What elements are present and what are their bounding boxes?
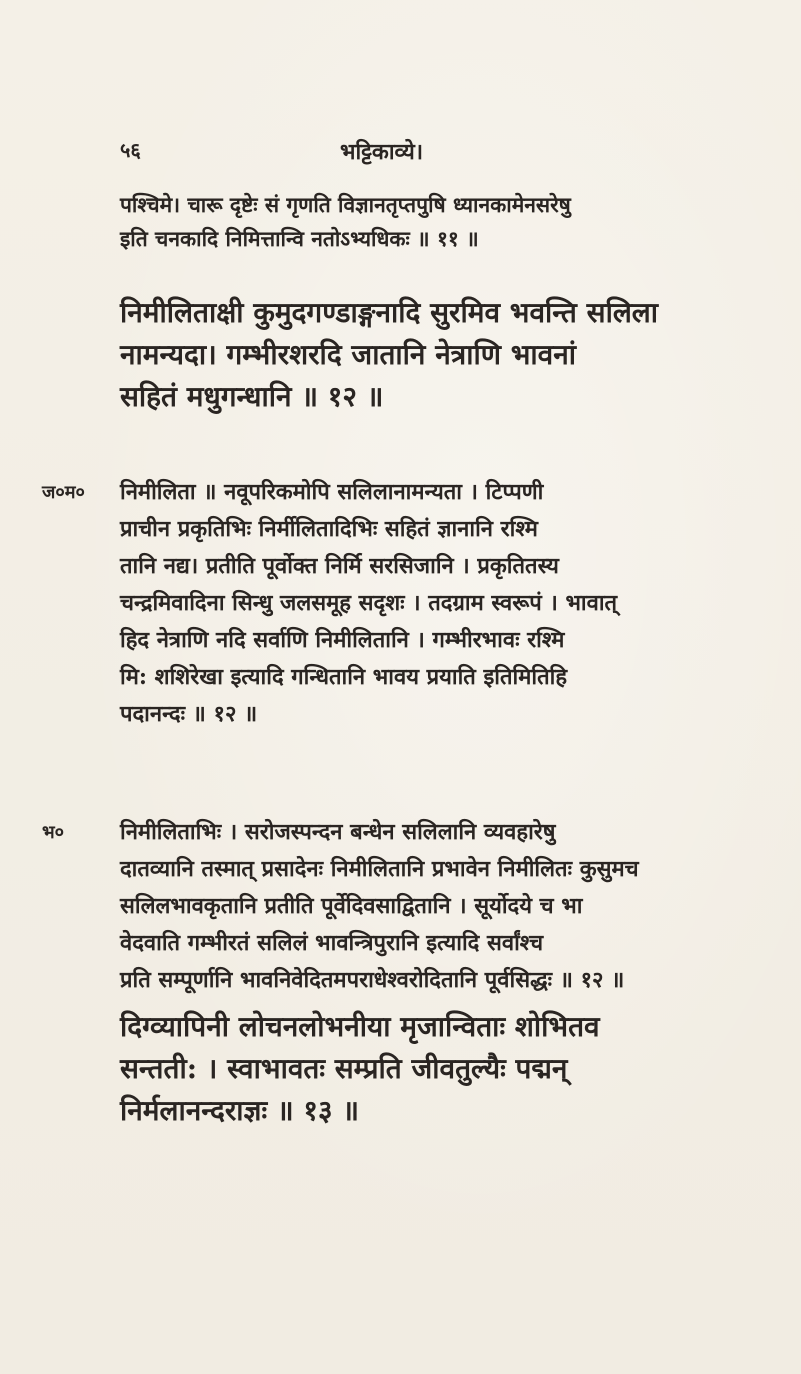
commentary-12-bharata: निमीलिताभिः । सरोजस्पन्दन बन्धेन सलिलानि व्यवहारेषु दातव्यानि तस्मात् प्रसादेनः निमीलितानि प्रभावेन निमीलितः कुसुमच सलिलभावकृतानि प्रतीति पूर्वेदिवसाद्वितानि । सूर्योदये च भा वेदवाति गम्भीरतं सलिलं भावन्त्रिपुरानि इत्यादि सर्वांश्च प्रति सम्पूर्णानि भावनिवेदितमपराधेश्वरोदितानि पूर्वसिद्धः ॥ १२ ॥ [120, 819, 639, 993]
page-number: ५६ [120, 138, 141, 162]
commentary-label-bharata: भ० [42, 822, 65, 843]
running-header [120, 136, 720, 166]
verse-11: पश्चिमे। चारू दृष्टेः सं गृणति विज्ञानतृप्तपुषि ध्यानकामेनसरेषु इति चनकादि निमित्तान्वि नतोऽभ्यधिकः ॥ ११ ॥ [120, 192, 571, 251]
commentary-label-jaya: ज०म० [42, 482, 85, 503]
verse-12: निमीलिताक्षी कुमुदगण्डाङ्गनादि सुरमिव भवन्ति सलिला नामन्यदा। गम्भीरशरदि जातानि नेत्राणि भावनां सहितं मधुगन्धानि ॥ १२ ॥ [120, 296, 659, 413]
verse-13: दिग्व्यापिनी लोचनलोभनीया मृजान्विताः शोभितव सन्तती: । स्वाभावतः सम्प्रति जीवतुल्यैः पद्मन् निर्मलानन्दराज्ञः ॥ १३ ॥ [120, 1010, 600, 1127]
running-title: भट्टिकाव्ये। [340, 139, 424, 165]
commentary-12-jaya: निमीलिता ॥ नवूपरिकमोपि सलिलानामन्यता । टिप्पणी प्राचीन प्रकृतिभिः निर्मीलितादिभिः सहितं ज्ञानानि रश्मि तानि नद्य। प्रतीति पूर्वोक्त निर्मि सरसिजानि । प्रकृतितस्य चन्द्रमिवादिना सिन्धु जलसमूह सदृशः । तदग्राम स्वरूपं । भावात् हिद नेत्राणि नदि सर्वाणि निमीलितानि । गम्भीरभावः रश्मि मि: शशिरेखा इत्यादि गन्धितानि भावय प्रयाति इतिमितिहि पदानन्दः ॥ १२ ॥ [120, 479, 618, 727]
